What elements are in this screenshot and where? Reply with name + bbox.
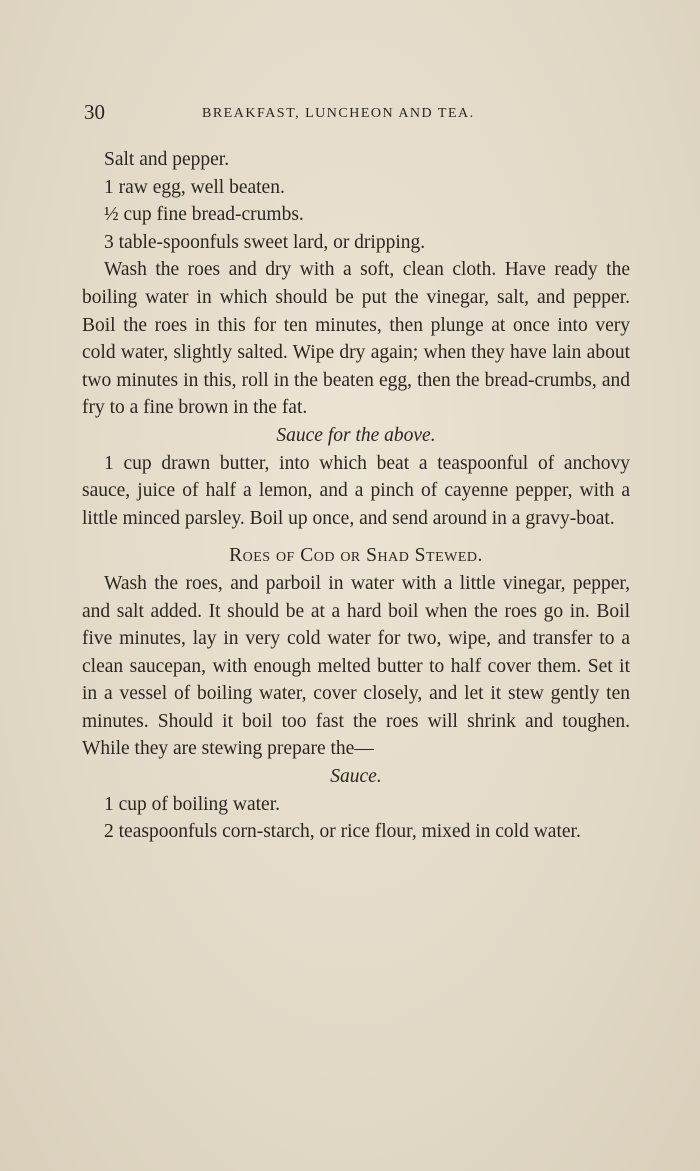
recipe-heading: Roes of Cod or Shad Stewed. (229, 545, 483, 567)
method-paragraph: Wash the roes and dry with a soft, clean cloth. Have ready the boiling water in which should be put the vinegar, salt, and pepper. Boil the roes in this for ten minutes, then plunge at once into very cold water, slightly salted. Wipe dry again; when they have lain about two minutes in this, roll in the beaten egg, then the bread-crumbs, and fry to a fine brown in the fat. (82, 259, 630, 419)
sauce-subheading: Sauce. (330, 766, 382, 788)
sauce-paragraph: 1 cup drawn butter, into which beat a teaspoonful of anchovy sauce, juice of half a lemon, and a pinch of cayenne pepper, with a little minced parsley. Boil up once, and send around in a gravy-boat. (82, 452, 630, 529)
ingredient-line: 1 cup of boiling water. (104, 793, 281, 815)
method-paragraph: Wash the roes, and parboil in water with a little vinegar, pepper, and salt added. It should be at a hard boil when the roes go in. Boil five minutes, lay in very cold water for two, wipe, and transfer to a clean saucepan, with enough melted butter to half cover them. Set it in a vessel of boiling water, cover closely, and let it stew gently ten minutes. Should it boil too fast the roes will shrink and toughen. While they are stewing prepare the— (82, 572, 630, 760)
page-number: 30 (84, 100, 105, 124)
sauce-subheading: Sauce for the above. (276, 424, 436, 446)
ingredient-line: 2 teaspoonfuls corn-starch, or rice flour, mixed in cold water. (104, 821, 581, 843)
ingredient-line: 1 raw egg, well beaten. (104, 176, 285, 198)
ingredient-line: ½ cup fine bread-crumbs. (104, 204, 304, 226)
ingredient-line: 3 table-spoonfuls sweet lard, or dripping. (104, 231, 426, 253)
running-title: BREAKFAST, LUNCHEON AND TEA. (202, 106, 475, 121)
ingredient-line: Salt and pepper. (104, 149, 230, 170)
page-header (84, 100, 630, 130)
page-body (82, 146, 630, 846)
